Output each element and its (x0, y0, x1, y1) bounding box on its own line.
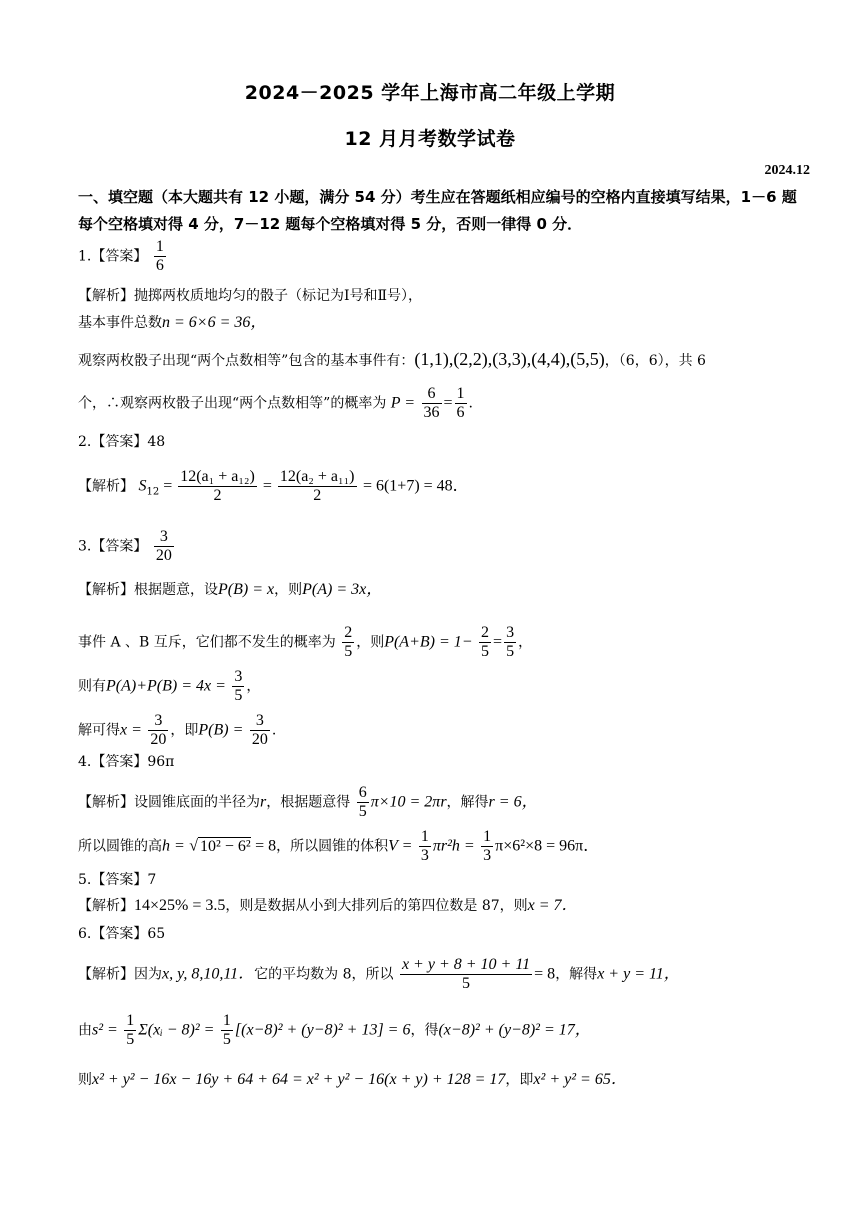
text: ，即 (170, 722, 199, 739)
q1-answer-line (78, 238, 818, 275)
fraction: $\frac{3}{5}$ (506, 624, 515, 660)
q3-answer-fraction: $\frac{3}{20}$ (155, 528, 172, 564)
equation: (1,1),(2,2),(3,3),(4,4),(5,5) (414, 349, 605, 369)
analysis-label: 【解析】 (78, 898, 134, 914)
equation: = 8 (255, 837, 277, 855)
q5-analysis-line (78, 896, 818, 916)
q1-answer-fraction: $\frac{1}{6}$ (155, 238, 164, 274)
equation: P(A)+P(B) = 4x = (106, 677, 226, 695)
q1-analysis-text: 抛掷两枚质地均匀的骰子（标记为Ⅰ号和Ⅱ号）， (134, 288, 423, 304)
q3-analysis-line-2: 事件 A 、B 互斥，它们都不发生的概率为 $\frac{2}{5}$ ，则P(A+B) = 1− $\frac{2}{5}$ = $\frac{3}{5}$ ， (78, 624, 533, 660)
text: ，所以圆锥的体积 (276, 838, 389, 855)
question-number: 3. (78, 538, 92, 555)
text: 则 (78, 1072, 92, 1088)
fraction: $\frac{1}{5}$ (126, 1012, 135, 1048)
fraction: $\frac{\text{12(a₂ + a₁₁)}}{2}$ (279, 468, 355, 504)
page-title: 2024－2025 学年上海市高二年级上学期 (244, 82, 616, 104)
text: 所以圆锥的高 (78, 838, 162, 855)
answer-label: 【答案】 (91, 754, 148, 770)
equation: x² + y² − 16x − 16y + 64 + 64 = x² + y² − 16(x + y) + 128 = 17 (92, 1071, 506, 1088)
text: 事件 A 、B 互斥，它们都不发生的概率为 (78, 634, 336, 651)
text: 根据题意，设 (134, 582, 218, 598)
equation: = 8 (534, 965, 556, 983)
q3-analysis-line-1 (78, 580, 818, 600)
equation: P(A) = 3x， (302, 581, 383, 598)
q6-analysis-line-1 (78, 956, 818, 993)
equation: r = 6， (488, 793, 538, 811)
fraction: $\frac{\text{12(a₁ + a₁₂)}}{2}$ (180, 468, 255, 504)
equation: π×10 = 2πr (370, 793, 447, 811)
equation: P(B) = x (218, 581, 275, 598)
fraction: $\frac{1}{3}$ (420, 828, 429, 864)
answer-value: 96π (147, 754, 175, 770)
text: 由 (78, 1022, 92, 1039)
text: 解可得 (78, 722, 120, 739)
text: 观察两枚骰子出现“两个点数相等”包含的基本事件有： (78, 353, 415, 369)
answer-label: 【答案】 (91, 926, 148, 942)
text: ，根据题意得 (266, 794, 351, 811)
equation: 14×25% = 3.5 (134, 897, 226, 914)
q2-analysis-line: 【解析】 $S_{12}$ = $\frac{\text{12(a₁ + a₁₂)}}{2}$ = $\frac{\text{12(a₂ + a₁₁)}}{2}$ = 6(1+7) = 48． (78, 468, 469, 504)
q3-analysis-line-4: 解可得x = $\frac{3}{20}$ ，即P(B) = $\frac{3}{20}$ . (78, 712, 277, 748)
fraction: $\frac{2}{5}$ (344, 624, 353, 660)
answer-label: 【答案】 (91, 538, 148, 555)
answer-label: 【答案】 (91, 872, 148, 888)
equation: n = 6×6 = 36， (162, 314, 267, 331)
equation: x = (120, 721, 142, 739)
q1-analysis-line-2 (78, 313, 818, 333)
equation: = 6(1+7) = 48． (362, 477, 469, 495)
exam-date: 2024.12 (764, 163, 810, 178)
equation: S (138, 477, 147, 495)
summation: Σ(xᵢ − 8)² = (138, 1021, 215, 1039)
question-number: 6. (78, 926, 92, 942)
question-number: 4. (78, 754, 92, 770)
text: 它的平均数为 8，所以 (254, 966, 394, 983)
fraction: $\frac{x + y + 8 + 10 + 11}{5}$ (401, 956, 531, 992)
text: ，即 (505, 1072, 534, 1088)
q4-analysis-line-2: 所以圆锥的高h = √ 10² − 6² = 8，所以圆锥的体积V = $\frac{1}{3}$ πr²h = $\frac{1}{3}$ π×6²×8 = 96π． (78, 828, 600, 864)
q6-analysis-line-3 (78, 1070, 818, 1090)
square-root: 10² − 6² (200, 837, 251, 855)
text: ，则 (356, 634, 385, 651)
section-heading: 一、填空题（本大题共有 12 小题，满分 54 分）考生应在答题纸相应编号的空格内直接填写结果，1－6 题每个空格填对得 4 分，7－12 题每个空格填对得 5 分，否则一律得 0 分． (78, 188, 797, 233)
text: 则有 (78, 678, 106, 695)
equation: P(A+B) = 1− (384, 633, 473, 651)
text: ，则 (274, 582, 303, 598)
analysis-label: 【解析】 (78, 288, 134, 304)
equation: V = (388, 837, 413, 855)
equation: x = 7． (527, 897, 578, 914)
equation: x + y = 11， (597, 965, 680, 983)
fraction: $\frac{3}{20}$ (150, 712, 167, 748)
analysis-label: 【解析】 (78, 794, 134, 811)
answer-label: 【答案】 (91, 248, 148, 265)
equation: [(x−8)² + (y−8)² + 13] = 6 (234, 1021, 411, 1039)
equation: s² = (92, 1021, 118, 1039)
question-number: 2. (78, 434, 92, 450)
q4-analysis-line-1 (78, 784, 818, 821)
text: ，则是数据从小到大排列后的第四位数是 87，则 (225, 898, 528, 914)
q3-answer-line (78, 528, 818, 565)
q1-analysis-line-1 (78, 286, 818, 306)
q2-answer-line (78, 432, 818, 452)
fraction: $\frac{1}{6}$ (456, 385, 465, 421)
fraction: $\frac{1}{5}$ (222, 1012, 231, 1048)
q6-answer-line (78, 924, 818, 944)
equation: r (260, 793, 267, 811)
equation: π×6²×8 = 96π． (495, 837, 600, 855)
answer-value: 65 (147, 926, 166, 942)
fraction: $\frac{3}{5}$ (234, 668, 243, 704)
answer-label: 【答案】 (91, 434, 148, 450)
text: ，得 (410, 1022, 439, 1039)
fraction: $\frac{1}{3}$ (483, 828, 492, 864)
q4-answer-line (78, 752, 818, 772)
equation: x, y, 8,10,11． (162, 965, 255, 983)
analysis-label: 【解析】 (78, 582, 134, 598)
subscript: 12 (146, 486, 160, 498)
text: 个，∴观察两枚骰子出现“两个点数相等”的概率为 (78, 395, 387, 412)
answer-value: 7 (147, 872, 157, 888)
equation: P(B) = (198, 721, 244, 739)
text: ，解得 (446, 794, 489, 811)
text: ，解得 (555, 966, 598, 983)
text: 设圆锥底面的半径为 (134, 794, 260, 811)
q1-analysis-line-4: 个，∴观察两枚骰子出现“两个点数相等”的概率为 P = $\frac{6}{36}$ = $\frac{1}{6}$ . (78, 385, 473, 421)
equation: (x−8)² + (y−8)² = 17， (438, 1021, 591, 1039)
answer-value: 48 (147, 434, 166, 450)
equation: P = (390, 394, 416, 412)
q3-analysis-line-3: 则有P(A)+P(B) = 4x = $\frac{3}{5}$ ， (78, 668, 261, 704)
equation: h = (162, 837, 185, 855)
text: 因为 (134, 966, 162, 983)
equation: x² + y² = 65． (533, 1071, 627, 1088)
fraction: $\frac{3}{20}$ (251, 712, 268, 748)
q5-answer-line (78, 870, 818, 890)
fraction: $\frac{6}{5}$ (358, 784, 367, 820)
fraction: $\frac{6}{36}$ (423, 385, 440, 421)
q1-analysis-line-3 (78, 349, 818, 371)
text: 基本事件总数 (78, 315, 162, 331)
analysis-label: 【解析】 (78, 478, 134, 495)
question-number: 5. (78, 872, 92, 888)
text: ，（6，6），共 6 (604, 353, 706, 369)
page-subtitle: 12 月月考数学试卷 (344, 128, 516, 150)
question-number: 1. (78, 248, 92, 265)
fraction: $\frac{2}{5}$ (481, 624, 490, 660)
analysis-label: 【解析】 (78, 966, 134, 983)
equation: πr²h = (432, 837, 475, 855)
q6-analysis-line-2 (78, 1012, 818, 1049)
